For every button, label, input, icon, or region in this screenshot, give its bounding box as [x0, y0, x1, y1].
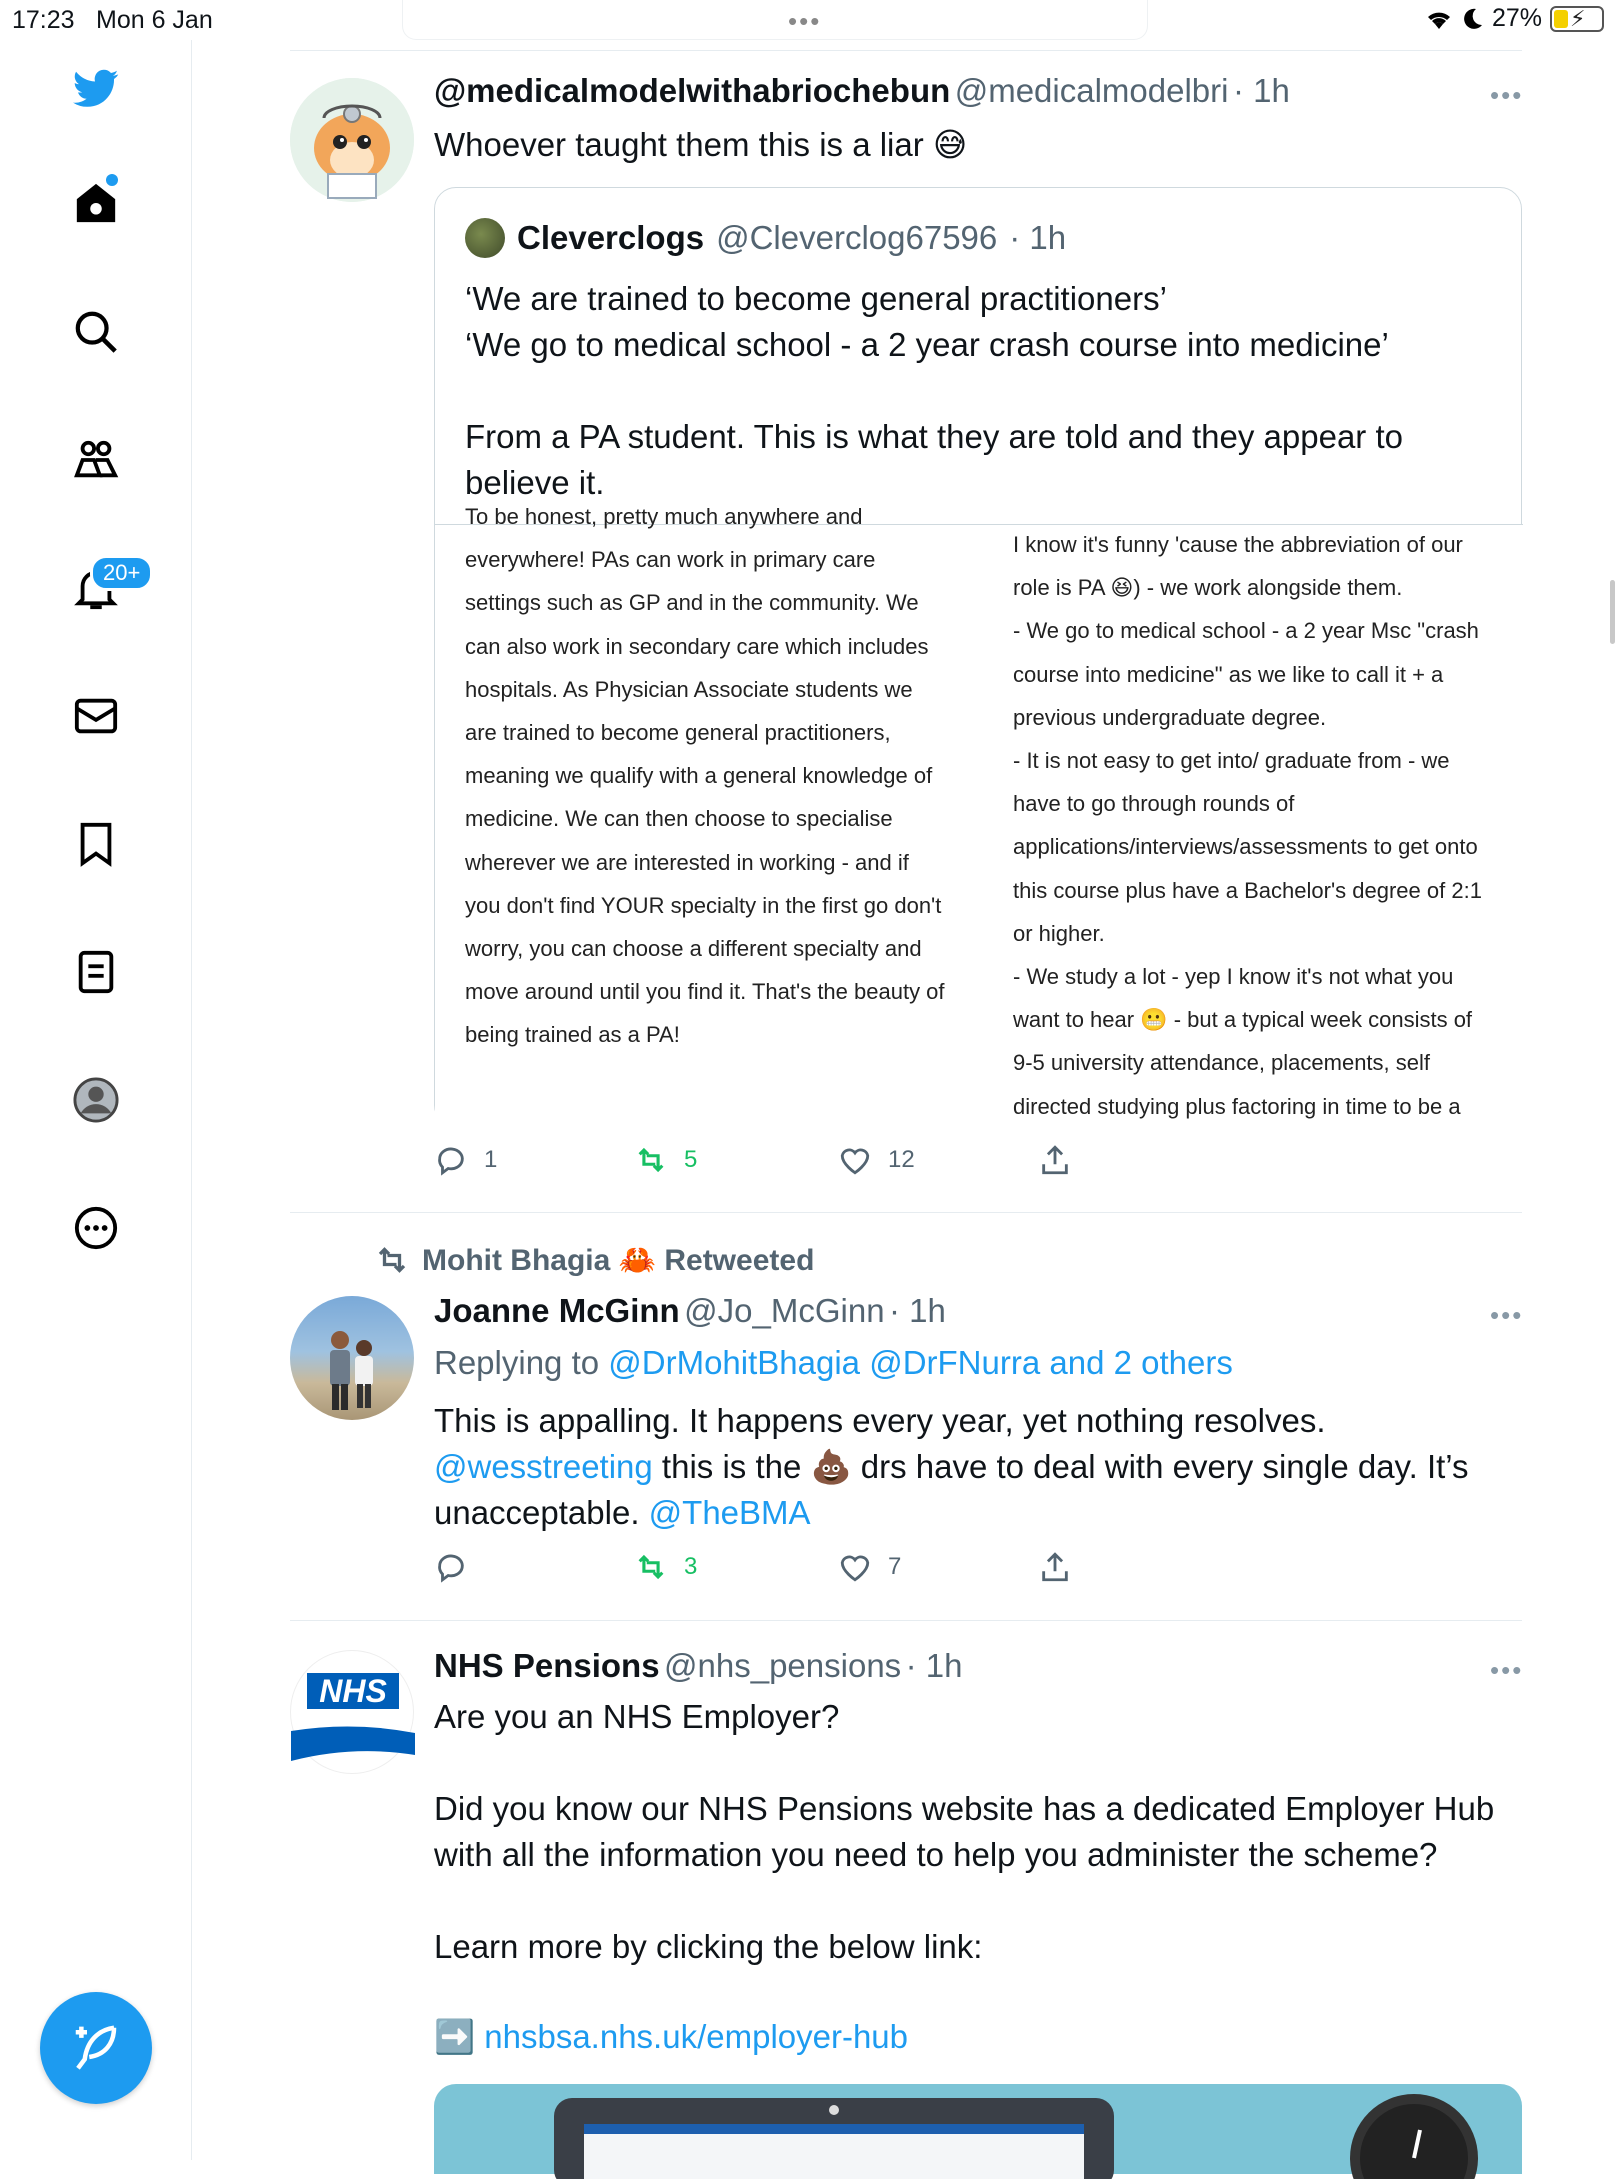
retweet-button[interactable]	[634, 1550, 697, 1584]
tweet-author-handle[interactable]: @nhs_pensions	[664, 1647, 902, 1684]
reply-button[interactable]	[434, 1550, 484, 1584]
tweet-timestamp[interactable]: · 1h	[1232, 72, 1290, 109]
avatar[interactable]	[290, 1296, 414, 1420]
retweet-count: 5	[684, 1146, 698, 1173]
heart-icon	[838, 1143, 872, 1177]
more-options-icon[interactable]	[56, 1188, 136, 1268]
nhs-logo-icon	[291, 1651, 415, 1775]
reply-button[interactable]	[434, 1143, 497, 1177]
lists-icon[interactable]	[56, 932, 136, 1012]
multitasking-dots-icon[interactable]: •••	[788, 6, 822, 36]
replying-to-label: Replying to	[434, 1344, 609, 1381]
search-icon[interactable]	[56, 292, 136, 372]
moon-icon	[1462, 7, 1484, 31]
profile-avatar-icon[interactable]	[56, 1060, 136, 1140]
tweet-more-icon[interactable]: •••	[1490, 80, 1524, 110]
quoted-author-handle[interactable]: @Cleverclog67596	[716, 219, 998, 256]
quoted-image-left-text: To be honest, pretty much anywhere and everywhere! PAs can work in primary care settings such as GP and in the community. We can also work in secondary care which includes hospitals. As Physician Associate students we are trained to become general practitioners, meaning we qualify with a general knowledge of medicine. We can then choose to specialise wherever we are interested in working - and if you don't find YOUR specialty in the first go don't worry, you can choose a different specialty and move around until you find it. That's the beauty of being trained as a PA!	[465, 504, 945, 1048]
notifications-badge: 20+	[90, 555, 153, 591]
retweet-icon	[374, 1242, 410, 1278]
battery-percent: 27%	[1491, 4, 1542, 32]
share-button[interactable]	[1038, 1143, 1072, 1177]
retweeted-by[interactable]	[374, 1242, 814, 1278]
tweet-text: Whoever taught them this is a liar 😅	[434, 126, 968, 163]
tweet-author-handle[interactable]: @medicalmodelbri	[954, 72, 1229, 109]
quoted-tweet[interactable]	[434, 187, 1522, 1127]
tweet-text-line-2: this is the 💩 drs have to deal with every single day. It’s	[652, 1448, 1469, 1485]
quoted-image-right-text: I know it's funny 'cause the abbreviation of our role is PA 😆) - we work alongside them. - We go to medical school - a 2 year Msc "crash course into medicine" as we like to call it + a previous undergraduate degree. - It is not easy to get into/ graduate from - we have to go through rounds of applications/interviews/assessments to get onto this course plus have a Bachelor's degree of 2:1 or higher. - We study a lot - yep I know it's not what you want to hear 😬 - but a typical week consists of 9-5 university attendance, placements, self directed studying plus factoring in time to be a	[1013, 532, 1482, 1119]
like-button[interactable]	[838, 1550, 901, 1584]
external-link[interactable]: nhsbsa.nhs.uk/employer-hub	[484, 2018, 909, 2055]
quoted-timestamp[interactable]: · 1h	[1009, 219, 1067, 256]
couple-photo-avatar-icon	[290, 1296, 414, 1420]
retweet-count: 3	[684, 1553, 698, 1580]
like-button[interactable]	[838, 1143, 915, 1177]
tweet-author-name[interactable]: NHS Pensions	[434, 1647, 660, 1684]
retweeted-by-label: Mohit Bhagia 🦀 Retweeted	[422, 1243, 815, 1277]
tweet-actions	[434, 1550, 1134, 1590]
hamster-doctor-avatar-icon	[290, 78, 414, 202]
reply-icon	[434, 1143, 468, 1177]
laptop-and-clock-illustration-icon	[434, 2084, 1522, 2174]
svg-text:NHS: NHS	[319, 1673, 387, 1709]
like-count: 7	[888, 1553, 902, 1580]
scrollbar[interactable]	[1610, 580, 1615, 644]
quoted-text: ‘We are trained to become general practitioners’ ‘We go to medical school - a 2 year crash course into medicine’ From a PA student. This is what they are told and they appear to believe it.	[465, 280, 1403, 501]
status-time: 17:23	[12, 6, 75, 34]
tweet-text-line-1: This is appalling. It happens every year, yet nothing resolves.	[434, 1402, 1326, 1439]
home-icon[interactable]	[56, 163, 136, 243]
heart-icon	[838, 1550, 872, 1584]
tweet-text: Are you an NHS Employer? Did you know our NHS Pensions website has a dedicated Employer Hub with all the information you need to help you administer the scheme? Learn more by clicking the below link:	[434, 1698, 1495, 1965]
share-button[interactable]	[1038, 1550, 1072, 1584]
tweet-text-line-3: unacceptable.	[434, 1494, 649, 1531]
wifi-icon	[1424, 7, 1454, 31]
mention-link[interactable]: @wesstreeting	[434, 1448, 653, 1485]
bookmarks-icon[interactable]	[56, 804, 136, 884]
previous-tweet-media-edge	[402, 0, 1148, 40]
tweet-link-line	[434, 2014, 908, 2060]
tweet-actions	[434, 1143, 1134, 1183]
tweet-timestamp[interactable]: · 1h	[889, 1292, 946, 1329]
quoted-author-name[interactable]: Cleverclogs	[517, 219, 705, 256]
tweet-timestamp[interactable]: · 1h	[905, 1647, 963, 1684]
tweet-image[interactable]	[434, 2084, 1522, 2174]
divider	[290, 1620, 1522, 1621]
quoted-avatar[interactable]	[465, 218, 505, 258]
retweet-icon	[634, 1550, 668, 1584]
share-icon	[1038, 1550, 1072, 1584]
twitter-logo-icon[interactable]	[56, 48, 136, 128]
compose-tweet-button[interactable]	[40, 1992, 152, 2104]
divider	[290, 1212, 1522, 1213]
avatar[interactable]	[290, 1650, 414, 1774]
tweet-text	[434, 1398, 1524, 1536]
replying-to	[434, 1340, 1233, 1386]
mention-link[interactable]: @TheBMA	[648, 1494, 811, 1531]
compose-feather-icon	[69, 2021, 123, 2075]
retweet-button[interactable]	[634, 1143, 697, 1177]
home-notification-dot	[106, 174, 118, 186]
messages-icon[interactable]	[56, 676, 136, 756]
arrow-right-icon: ➡️	[434, 2018, 476, 2055]
reply-count: 1	[484, 1146, 498, 1173]
quoted-image[interactable]	[435, 504, 1523, 1128]
avatar[interactable]	[290, 78, 414, 202]
communities-icon[interactable]	[56, 420, 136, 500]
like-count: 12	[888, 1146, 915, 1173]
tweet-author-handle[interactable]: @Jo_McGinn	[684, 1292, 885, 1329]
replying-to-users-link[interactable]: @DrMohitBhagia @DrFNurra and 2 others	[608, 1344, 1233, 1381]
tweet-more-icon[interactable]: •••	[1490, 1655, 1524, 1685]
tweet-more-icon[interactable]: •••	[1490, 1300, 1524, 1330]
retweet-icon	[634, 1143, 668, 1177]
battery-icon: ⚡	[1550, 6, 1604, 32]
reply-icon	[434, 1550, 468, 1584]
share-icon	[1038, 1143, 1072, 1177]
tweet-author-name[interactable]: @medicalmodelwithabriochebun	[434, 72, 951, 109]
tweet-author-name[interactable]: Joanne McGinn	[434, 1292, 680, 1329]
divider	[290, 50, 1522, 51]
status-date: Mon 6 Jan	[96, 6, 213, 34]
